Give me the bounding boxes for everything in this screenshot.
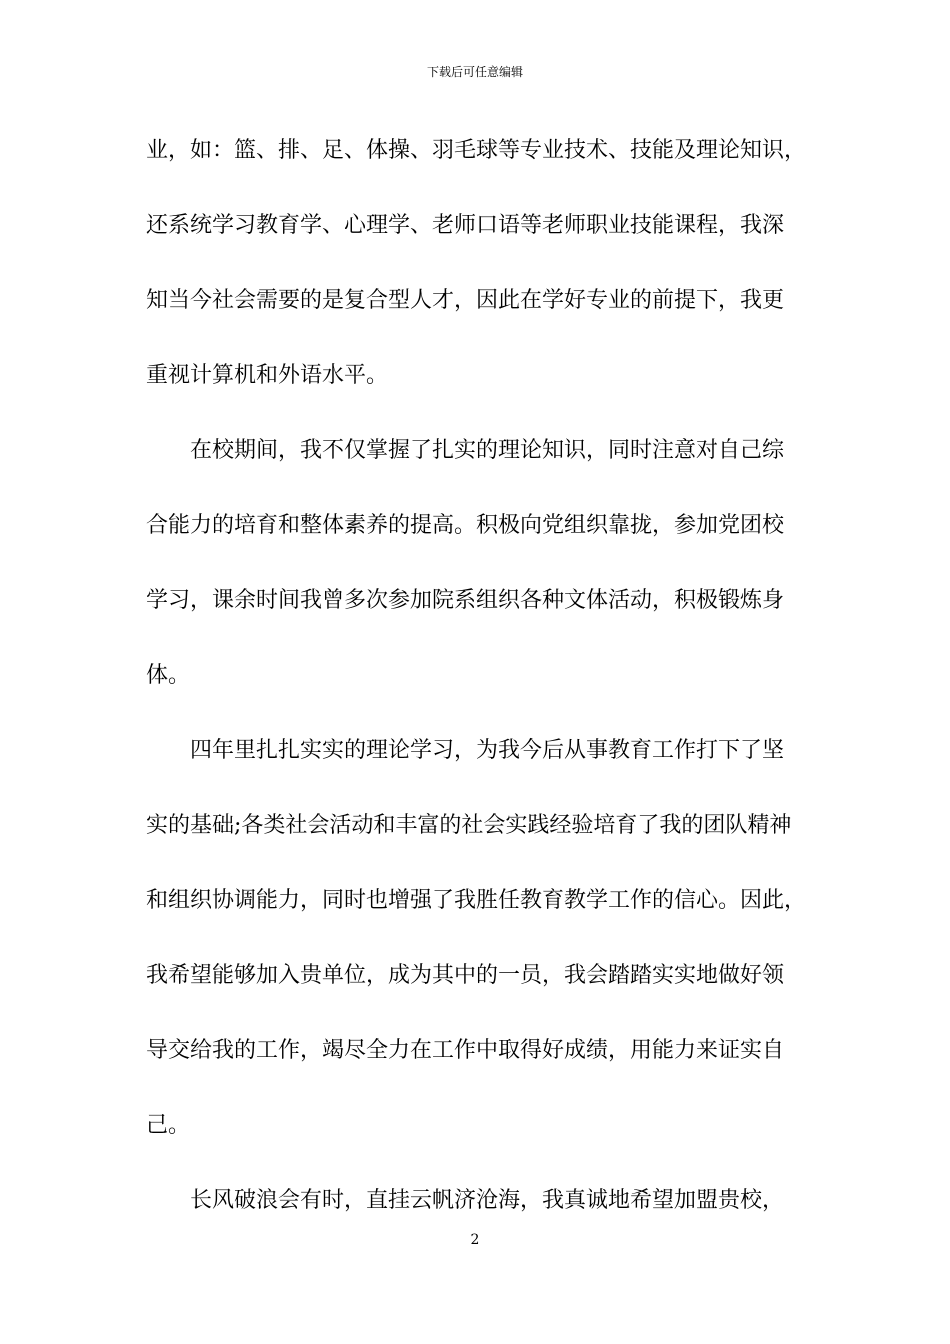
text-line: 导交给我的工作，竭尽全力在工作中取得好成绩，用能力来证实自	[146, 1038, 785, 1063]
text-line: 知当今社会需要的是复合型人才，因此在学好专业的前提下，我更	[146, 288, 785, 313]
page-header: 下载后可任意编辑	[426, 65, 523, 79]
text-line: 体。	[146, 663, 191, 688]
text-line: 我希望能够加入贵单位，成为其中的一员，我会踏踏实实地做好领	[146, 963, 785, 988]
text-line: 实的基础;各类社会活动和丰富的社会实践经验培育了我的团队精神	[146, 813, 792, 838]
text-line: 还系统学习教育学、心理学、老师口语等老师职业技能课程，我深	[146, 213, 785, 238]
text-line: 业，如：篮、排、足、体操、羽毛球等专业技术、技能及理论知识，	[146, 138, 807, 163]
text-line: 己。	[146, 1113, 191, 1138]
text-line: 合能力的培育和整体素养的提高。积极向党组织靠拢，参加党团校	[146, 513, 785, 538]
paragraph-first-line: 四年里扎扎实实的理论学习，为我今后从事教育工作打下了坚	[190, 738, 785, 763]
paragraph-first-line: 长风破浪会有时，直挂云帆济沧海，我真诚地希望加盟贵校，	[190, 1188, 785, 1213]
page-number: 2	[470, 1232, 480, 1248]
text-line: 和组织协调能力，同时也增强了我胜任教育教学工作的信心。因此，	[146, 888, 807, 913]
text-line: 学习，课余时间我曾多次参加院系组织各种文体活动，积极锻炼身	[146, 588, 785, 613]
text-line: 重视计算机和外语水平。	[146, 363, 389, 388]
paragraph-first-line: 在校期间，我不仅掌握了扎实的理论知识，同时注意对自己综	[190, 438, 785, 463]
